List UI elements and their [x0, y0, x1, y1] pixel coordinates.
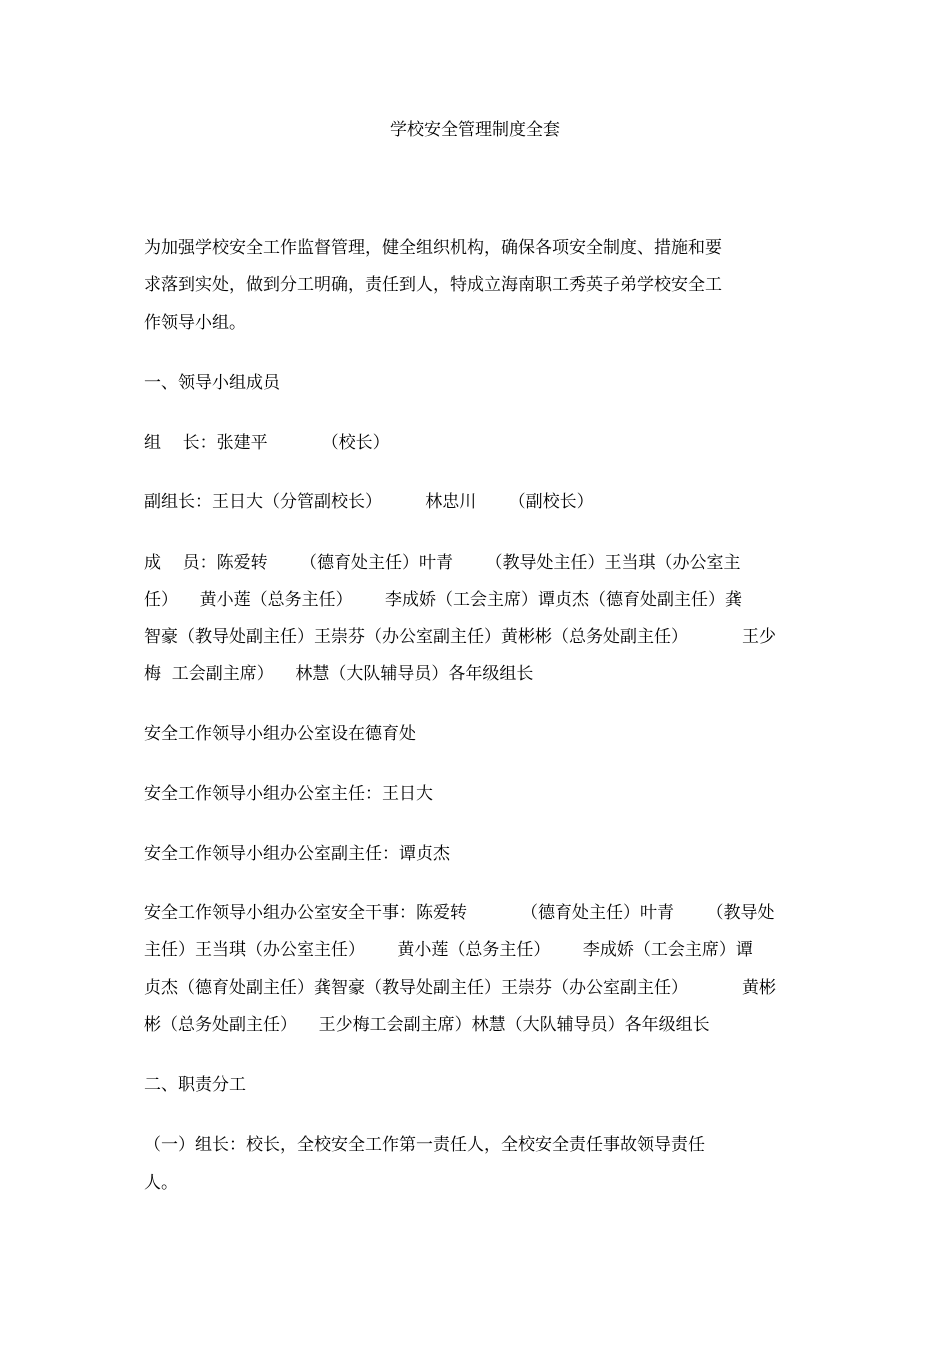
intro-line-2: 求落到实处，做到分工明确，责任到人，特成立海南职工秀英子弟学校安全工	[144, 275, 722, 295]
members-line-4: 梅 工会副主席） 林慧（大队辅导员）各年级组长	[144, 664, 534, 684]
office-staff-line-1: 安全工作领导小组办公室安全干事：陈爱转 （德育处主任）叶青 （教导处	[144, 903, 775, 923]
office-staff-line-4: 彬（总务处副主任） 王少梅工会副主席）林慧（大队辅导员）各年级组长	[144, 1015, 710, 1035]
office-location-line: 安全工作领导小组办公室设在德育处	[144, 724, 416, 744]
office-director-line: 安全工作领导小组办公室主任：王日大	[144, 784, 433, 804]
members-line-1: 成 员：陈爱转 （德育处主任）叶青 （教导处主任）王当琪（办公室主	[144, 553, 741, 573]
intro-line-1: 为加强学校安全工作监督管理，健全组织机构，确保各项安全制度、措施和要	[144, 238, 722, 258]
members-line-2: 任） 黄小莲（总务主任） 李成娇（工会主席）谭贞杰（德育处副主任）龚	[144, 590, 743, 610]
office-staff-line-3: 贞杰（德育处副主任）龚智豪（教导处副主任）王崇芬（办公室副主任） 黄彬	[144, 978, 777, 998]
intro-line-3: 作领导小组。	[144, 313, 246, 333]
office-deputy-line: 安全工作领导小组办公室副主任：谭贞杰	[144, 844, 450, 864]
section2-heading: 二、职责分工	[144, 1075, 246, 1095]
duty1-line-1: （一）组长：校长，全校安全工作第一责任人，全校安全责任事故领导责任	[144, 1135, 705, 1155]
vice-leaders-line: 副组长：王日大（分管副校长） 林忠川 （副校长）	[144, 492, 594, 512]
section1-heading: 一、领导小组成员	[144, 373, 280, 393]
duty1-line-2: 人。	[144, 1173, 178, 1193]
members-line-3: 智豪（教导处副主任）王崇芬（办公室副主任）黄彬彬（总务处副主任） 王少	[144, 627, 777, 647]
office-staff-line-2: 主任）王当琪（办公室主任） 黄小莲（总务主任） 李成娇（工会主席）谭	[144, 940, 753, 960]
leader-line: 组 长：张建平 （校长）	[144, 433, 390, 453]
document-title: 学校安全管理制度全套	[390, 120, 560, 140]
